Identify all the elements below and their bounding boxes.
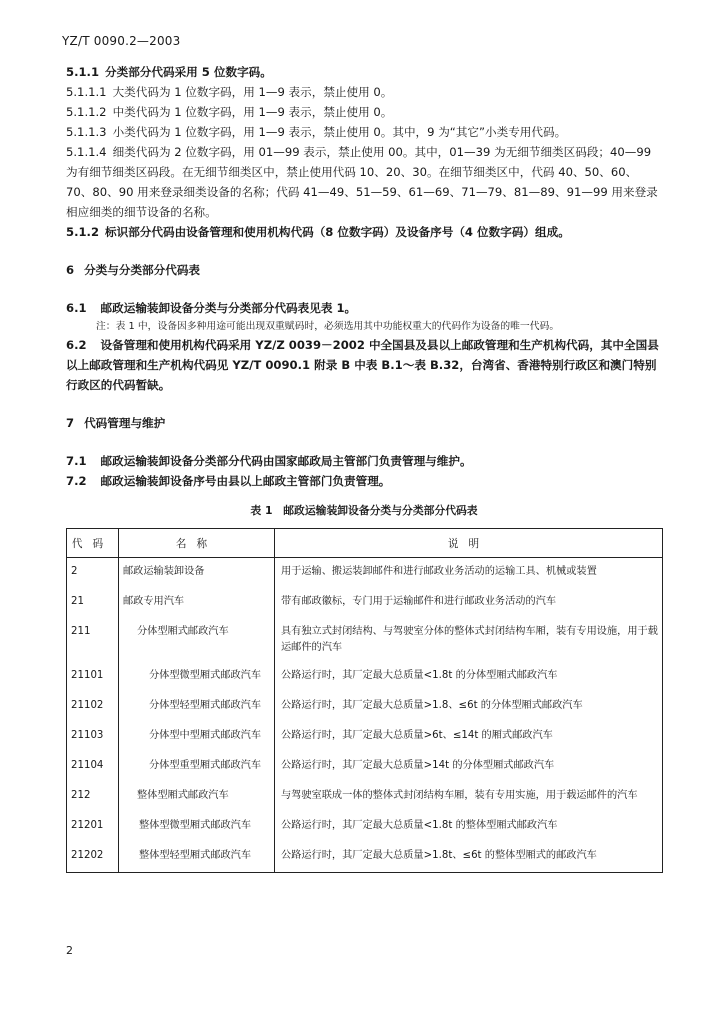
- table-header-row: [67, 529, 663, 558]
- clause-text: 邮政运输装卸设备分类部分代码由国家邮政局主管部门负责管理与维护。: [100, 454, 472, 468]
- section-number: 6: [66, 263, 75, 277]
- table-row: [67, 842, 663, 873]
- table-row: [67, 558, 663, 589]
- cell-name: 邮政运输装卸设备: [119, 558, 275, 589]
- cell-description: 公路运行时，其厂定最大总质量>1.8t、≤6t 的整体型厢式的邮政汽车: [275, 842, 663, 873]
- clause-7-1: [66, 451, 662, 471]
- clause-text: 邮政运输装卸设备分类与分类部分代码表见表 1。: [100, 301, 357, 315]
- clause-number: 5.1.1.2: [66, 105, 107, 119]
- table-row: [67, 692, 663, 722]
- cell-code: 21104: [67, 752, 119, 782]
- cell-name: 分体型中型厢式邮政汽车: [119, 722, 275, 752]
- cell-name: 邮政专用汽车: [119, 588, 275, 618]
- cell-code: 21103: [67, 722, 119, 752]
- section-7-heading: [66, 413, 662, 433]
- cell-name: 分体型微型厢式邮政汽车: [119, 662, 275, 692]
- clause-number: 5.1.1: [66, 65, 100, 79]
- table-row: [67, 722, 663, 752]
- section-title: 代码管理与维护: [84, 416, 166, 430]
- header-description: 说明: [275, 529, 663, 558]
- clause-text: 标识部分代码由设备管理和使用机构代码（8 位数字码）及设备序号（4 位数字码）组成。: [105, 225, 570, 239]
- cell-description: 公路运行时，其厂定最大总质量>1.8、≤6t 的分体型厢式邮政汽车: [275, 692, 663, 722]
- table-row: [67, 618, 663, 662]
- cell-name: 整体型轻型厢式邮政汽车: [119, 842, 275, 873]
- section-6-heading: [66, 260, 662, 280]
- header-name: 名称: [119, 529, 275, 558]
- clause-text: 邮政运输装卸设备序号由县以上邮政主管部门负责管理。: [100, 474, 391, 488]
- cell-code: 2: [67, 558, 119, 589]
- header-code: 代码: [67, 529, 119, 558]
- cell-description: 公路运行时，其厂定最大总质量>14t 的分体型厢式邮政汽车: [275, 752, 663, 782]
- cell-name: 整体型微型厢式邮政汽车: [119, 812, 275, 842]
- clause-text: 小类代码为 1 位数字码，用 1—9 表示，禁止使用 0。其中，9 为“其它”小类专用代码。: [112, 125, 567, 139]
- cell-code: 211: [67, 618, 119, 662]
- table-row: [67, 752, 663, 782]
- clause-5-1-2: [66, 222, 662, 242]
- page-body: [66, 62, 662, 873]
- table-row: [67, 812, 663, 842]
- cell-code: 21202: [67, 842, 119, 873]
- clause-number: 5.1.1.3: [66, 125, 107, 139]
- clause-text: 大类代码为 1 位数字码，用 1—9 表示，禁止使用 0。: [112, 85, 393, 99]
- clause-text: 分类部分代码采用 5 位数字码。: [105, 65, 272, 79]
- table-body: [67, 558, 663, 873]
- cell-code: 21102: [67, 692, 119, 722]
- code-table: [66, 528, 663, 873]
- section-title: 分类与分类部分代码表: [84, 263, 201, 277]
- cell-description: 公路运行时，其厂定最大总质量>6t、≤14t 的厢式邮政汽车: [275, 722, 663, 752]
- clause-text: 设备管理和使用机构代码采用 YZ/Z 0039－2002 中全国县及县以上邮政管理和生产机构代码，其中全国县以上邮政管理和生产机构代码见 YZ/T 0090.1 附录 B 中表 B.1～表 B.32，台湾省、香港特别行政区和澳门特别行政区的代码暂缺。: [66, 338, 659, 392]
- cell-name: 整体型厢式邮政汽车: [119, 782, 275, 812]
- clause-text: 中类代码为 1 位数字码，用 1—9 表示，禁止使用 0。: [112, 105, 393, 119]
- page-number: 2: [66, 944, 73, 957]
- cell-code: 21201: [67, 812, 119, 842]
- cell-name: 分体型厢式邮政汽车: [119, 618, 275, 662]
- table-row: [67, 662, 663, 692]
- clause-7-2: [66, 471, 662, 491]
- table-row: [67, 588, 663, 618]
- clause-number: 5.1.2: [66, 225, 100, 239]
- table-note: 注：表 1 中，设备因多种用途可能出现双重赋码时，必须选用其中功能权重大的代码作为设备的唯一代码。: [96, 321, 560, 332]
- table-row: [67, 782, 663, 812]
- cell-description: 具有独立式封闭结构、与驾驶室分体的整体式封闭结构车厢，装有专用设施，用于载运邮件的汽车: [275, 618, 663, 662]
- clause-5-1-1-3: [66, 122, 662, 142]
- section-number: 7: [66, 416, 75, 430]
- cell-description: 与驾驶室联成一体的整体式封闭结构车厢，装有专用实施，用于载运邮件的汽车: [275, 782, 663, 812]
- cell-code: 212: [67, 782, 119, 812]
- cell-description: 公路运行时，其厂定最大总质量<1.8t 的整体型厢式邮政汽车: [275, 812, 663, 842]
- cell-description: 带有邮政徽标，专门用于运输邮件和进行邮政业务活动的汽车: [275, 588, 663, 618]
- clause-text: 细类代码为 2 位数字码，用 01—99 表示，禁止使用 00。其中，01—39 为无细节细类区码段；40—99 为有细节细类区码段。在无细节细类区中，禁止使用代码 10、20、30。在细节细类区中，代码 40、50、60、70、80、90 用来登录细类设备的名称；代码 41—49、51—59、61—69、71—79、81—89、91—99 用来登录相应细类的细节设备的名称。: [66, 145, 658, 219]
- clause-number: 6.1: [66, 301, 87, 315]
- clause-6-1: [66, 298, 662, 318]
- clause-number: 7.2: [66, 474, 87, 488]
- clause-number: 5.1.1.1: [66, 85, 107, 99]
- clause-5-1-1-1: [66, 82, 662, 102]
- clause-5-1-1-2: [66, 102, 662, 122]
- clause-number: 7.1: [66, 454, 87, 468]
- table-title: 表 1 邮政运输装卸设备分类与分类部分代码表: [250, 504, 478, 517]
- document-id-header: YZ/T 0090.2—2003: [62, 34, 181, 48]
- clause-5-1-1: [66, 62, 662, 82]
- cell-name: 分体型重型厢式邮政汽车: [119, 752, 275, 782]
- clause-5-1-1-4: [66, 142, 662, 222]
- cell-description: 公路运行时，其厂定最大总质量<1.8t 的分体型厢式邮政汽车: [275, 662, 663, 692]
- clause-6-2: [66, 335, 662, 395]
- cell-name: 分体型轻型厢式邮政汽车: [119, 692, 275, 722]
- cell-code: 21: [67, 588, 119, 618]
- cell-description: 用于运输、搬运装卸邮件和进行邮政业务活动的运输工具、机械或装置: [275, 558, 663, 589]
- clause-number: 6.2: [66, 338, 87, 352]
- cell-code: 21101: [67, 662, 119, 692]
- clause-number: 5.1.1.4: [66, 145, 107, 159]
